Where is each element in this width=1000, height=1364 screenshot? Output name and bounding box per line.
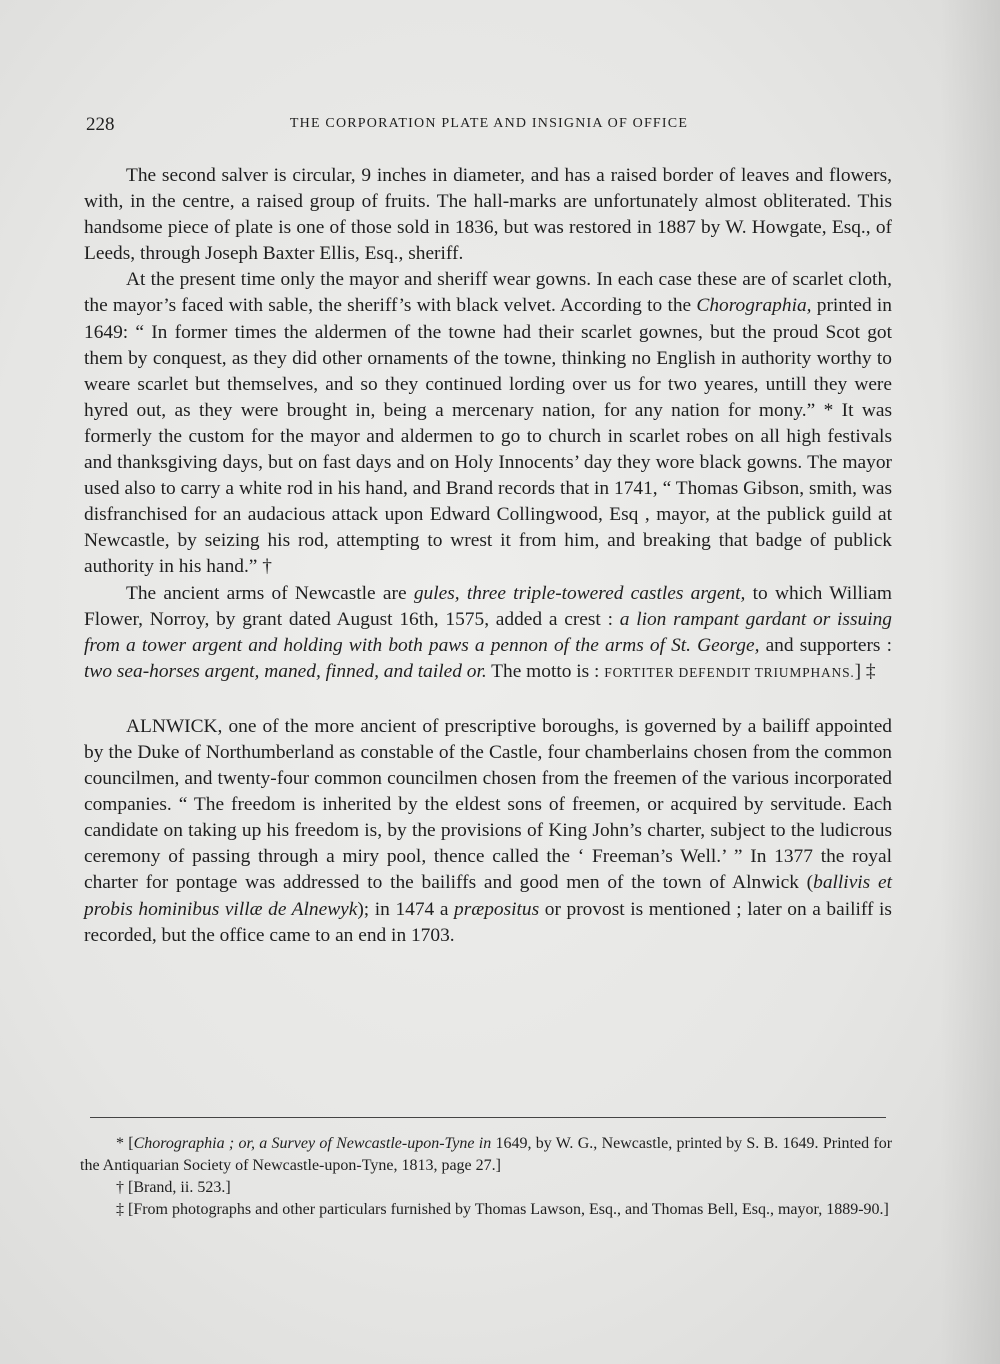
paragraph-gowns — [84, 267, 892, 580]
text-run: At the present time only the mayor and sheriff wear gowns. In each case these are of scarlet cloth, the mayor’s faced with sable, the sheriff’s with black velvet. According to the — [84, 269, 892, 317]
italic-run: Chorographia ; or, a Survey of Newcastle-upon-Tyne in — [133, 1135, 492, 1152]
text-run: and supporters : — [759, 634, 892, 656]
paragraph-arms — [84, 581, 892, 686]
running-title: THE CORPORATION PLATE AND INSIGNIA OF OFFICE — [289, 116, 689, 131]
page-header — [86, 114, 892, 138]
text-run: The ancient arms of Newcastle are — [126, 582, 414, 604]
italic-run: ballivis et probis hominibus villæ de Alnewyk — [84, 872, 892, 920]
paragraph-salver: The second salver is circular, 9 inches in diameter, and has a raised border of leaves and flowers, with, in the centre, a raised group of fruits. The hall-marks are unfortunately almost obliterated. This handsome piece of plate is one of those sold in 1836, but was restored in 1887 by W. Howgate, Esq., of Leeds, through Joseph Baxter Ellis, Esq., sheriff. — [84, 165, 892, 265]
footnotes — [80, 1133, 892, 1221]
text-run: 1649, by W. G., Newcastle, printed by S. B. 1649. Printed for the Antiquarian Society of Newcastle-upon-Tyne, 1813, page 27.] — [80, 1135, 893, 1174]
footnote-rule — [90, 1117, 886, 1118]
text-run: * [ — [116, 1135, 134, 1152]
text-run: or provost is mentioned ; later on a bailiff is recorded, but the office came to an end in 1703. — [84, 898, 892, 946]
text-run: printed in 1649: “ In former times the aldermen of the towne had their scarlet gownes, but the proud Scot got them by conquest, as they did other ornaments of the towne, thinking no English in authority worthy to weare scarlet but themselves, and so they continued lording over us for two yeares, untill they were hyred out, as they were brought in, being a mercenary nation, for any nation for mony.” * It was formerly the custom for the mayor and aldermen to go to church in scarlet robes on all high festivals and thanksgiving days, but on fast days and on Holy Innocents’ day they wore black gowns. The mayor used also to carry a white rod in his hand, and Brand records that in 1741, “ Thomas Gibson, smith, was disfranchised for an audacious attack upon Edward Collingwood, Esq , mayor, at the publick guild at Newcastle, by seizing his rod, attempting to wrest it from him, and breaking that badge of publick authority in his hand.” † — [84, 295, 892, 578]
footnote-2: † [Brand, ii. 523.] — [116, 1179, 231, 1196]
text-run: ); in 1474 a — [357, 898, 455, 920]
text-run: The motto is : — [486, 660, 605, 682]
page-number: 228 — [86, 114, 115, 135]
italic-run: Chorographia, — [696, 295, 812, 317]
italic-run: gules, three triple-towered castles argent, — [413, 582, 746, 604]
italic-run: two sea-horses argent, maned, finned, and tailed or. — [84, 660, 487, 682]
text-run: ] ‡ — [854, 660, 876, 682]
footnote-3: ‡ [From photographs and other particulars furnished by Thomas Lawson, Esq., and Thomas Bell, Esq., mayor, 1889-90.] — [116, 1201, 889, 1218]
motto-text: FORTITER DEFENDIT TRIUMPHANS. — [604, 664, 855, 680]
italic-run: præpositus — [454, 898, 540, 920]
italic-run: a lion rampant gardant or issuing from a tower argent and holding with both paws a pennon of the arms of St. George, — [84, 608, 892, 656]
paragraph-alnwick — [84, 714, 892, 949]
page-edge-shadow — [940, 0, 1000, 1364]
main-text — [84, 163, 892, 949]
text-run: to which William Flower, Norroy, by grant dated August 16th, 1575, added a crest : — [84, 582, 892, 630]
footnote-1 — [80, 1133, 892, 1177]
text-run: ALNWICK, one of the more ancient of prescriptive boroughs, is governed by a bailiff appointed by the Duke of Northumberland as constable of the Castle, four chamberlains chosen from the common councilmen, and twenty-four common councilmen chosen from the freemen of the various incorporated companies. “ The freedom is inherited by the eldest sons of freemen, or acquired by servitude. Each candidate on taking up his freedom is, by the provisions of King John’s charter, subject to the ludicrous ceremony of passing through a miry pool, thence called the ‘ Freeman’s Well.’ ” In 1377 the royal charter for pontage was addressed to the bailiffs and good men of the town of Alnwick ( — [84, 715, 892, 894]
